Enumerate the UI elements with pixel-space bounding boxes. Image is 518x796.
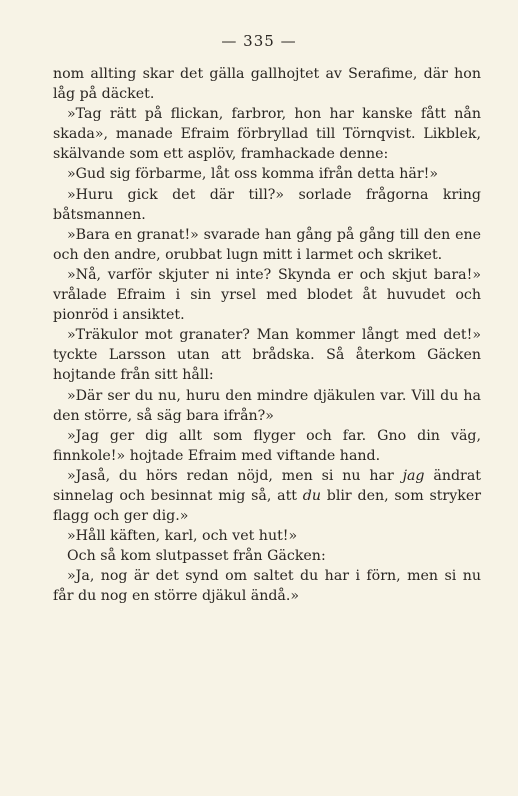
page-number: — 335 — — [221, 32, 297, 50]
paragraph-9: »Jag ger dig allt som flyger och far. Gno din väg, finnkole!» hojtade Efraim med viftande hand. — [53, 427, 481, 464]
paragraph-11: »Håll käften, karl, och vet hut!» — [67, 528, 298, 545]
paragraph-10-part-3: blir den, som stryker flagg och ger dig.» — [53, 487, 481, 525]
paragraph-10-part-1: »Jaså, du hörs redan nöjd, men si nu har — [67, 467, 403, 484]
paragraph-1: nom allting skar det gälla gallhojtet av Serafime, där hon låg på däcket. — [53, 66, 481, 103]
paragraph-12: Och så kom slutpasset från Gäcken: — [67, 548, 326, 565]
paragraph-10 — [53, 466, 481, 526]
paragraph-10-part-2: ändrat sinnelag och besinnat mig så, att — [53, 467, 481, 504]
paragraph-5: »Bara en granat!» svarade han gång på gång till den ene och den andre, orubbat lugn mitt i larmet och skriket. — [53, 226, 481, 263]
paragraph-2: »Tag rätt på flickan, farbror, hon har kanske fått nån skada», manade Efraim förbryllad till Törnqvist. Likblek, skälvande som ett asplöv, framhackade denne: — [53, 106, 481, 163]
paragraph-8: »Där ser du nu, huru den mindre djäkulen var. Vill du ha den större, så säg bara ifrån?» — [53, 387, 481, 424]
paragraph-10-italic-jag: jag — [402, 467, 425, 484]
paragraph-13: »Ja, nog är det synd om saltet du har i förn, men si nu får du nog en större djäkul ändå.» — [53, 568, 481, 605]
paragraph-4: »Huru gick det där till?» sorlade frågorna kring båtsmannen. — [53, 186, 481, 223]
paragraph-3: »Gud sig förbarme, låt oss komma ifrån detta här!» — [67, 166, 439, 183]
paragraph-6: »Nå, varför skjuter ni inte? Skynda er och skjut bara!» vrålade Efraim i sin yrsel med blodet åt huvudet och pionröd i ansiktet. — [53, 266, 481, 324]
body-text — [53, 64, 481, 607]
paragraph-7: »Träkulor mot granater? Man kommer långt med det!» tyckte Larsson utan att brådska. Så återkom Gäcken hojtande från sitt håll: — [53, 327, 481, 384]
paragraph-10-italic-du: du — [302, 487, 321, 504]
